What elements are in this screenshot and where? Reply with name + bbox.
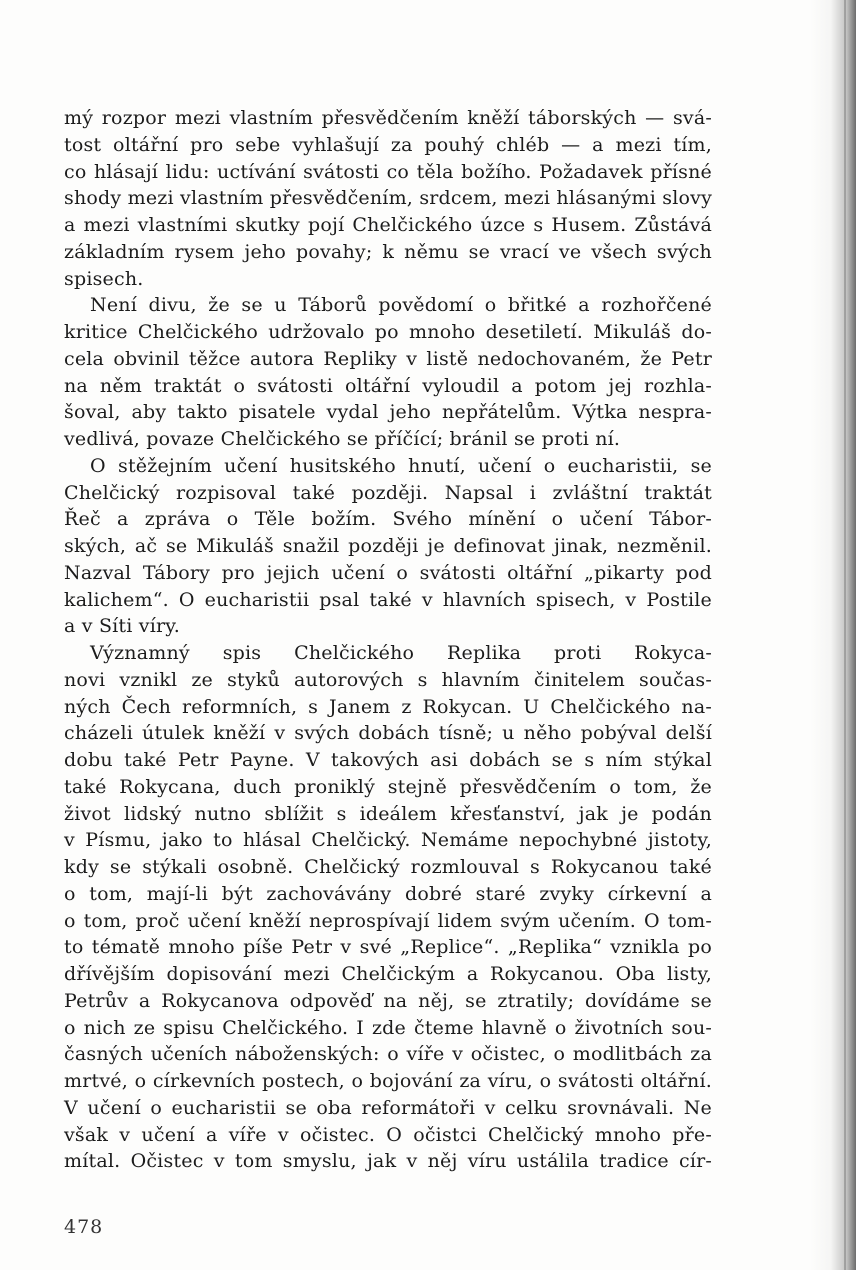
text-line: kdy se stýkali osobně. Chelčický rozmlouval s Rokycanou také <box>64 856 712 878</box>
text-line: základním rysem jeho povahy; k němu se vrací ve všech svých <box>64 240 712 263</box>
text-line: kritice Chelčického udržovalo po mnoho desetiletí. Mikuláš do- <box>64 321 712 343</box>
text-line: na něm traktát o svátosti oltářní vyloudil a potom jej rozhla- <box>64 374 712 397</box>
text-line: cela obvinil těžce autora Repliky v listě nedochovaném, že Petr <box>64 347 712 370</box>
text-line: život lidský nutno sblížit s ideálem křesťanství, jak je podán <box>64 802 712 825</box>
text-line: o tom, mají-li být zachovávány dobré staré zvyky církevní a <box>64 882 712 905</box>
text-line: spisech. <box>64 267 144 290</box>
text-line: Nazval Tábory pro jejich učení o svátosti oltářní „pikarty pod <box>64 561 712 584</box>
text-line: ných Čech reformních, s Janem z Rokycan. U Chelčického na- <box>64 695 712 718</box>
text-line: Petrův a Rokycanova odpověď na něj, se ztratily; dovídáme se <box>64 989 712 1012</box>
text-line: tost oltářní pro sebe vyhlašují za pouhý chléb — a mezi tím, <box>64 133 712 156</box>
text-line: šoval, aby takto pisatele vydal jeho nepřátelům. Výtka nespra- <box>64 401 712 424</box>
text-line: co hlásají lidu: uctívání svátosti co těla božího. Požadavek přísné <box>64 160 712 183</box>
text-line: mrtvé, o církevních postech, o bojování za víru, o svátosti oltářní. <box>64 1070 712 1092</box>
body-text <box>64 105 712 1175</box>
text-line: dřívějším dopisování mezi Chelčickým a Rokycanou. Oba listy, <box>64 963 712 985</box>
text-line: časných učeních náboženských: o víře v očistec, o modlitbách za <box>64 1043 712 1066</box>
text-line: V učení o eucharistii se oba reformátoři v celku srovnávali. Ne <box>64 1096 712 1119</box>
text-line: o tom, proč učení kněží neprospívají lidem svým učením. O tom- <box>64 909 712 932</box>
text-line: Není divu, že se u Táborů povědomí o břitké a rozhořčené <box>90 294 712 317</box>
text-line: Chelčický rozpisoval také později. Napsal i zvláštní traktát <box>64 481 712 504</box>
text-line: v Písmu, jako to hlásal Chelčický. Nemáme nepochybné jistoty, <box>64 829 712 852</box>
text-line: vedlivá, povaze Chelčického se příčící; bránil se proti ní. <box>64 428 621 450</box>
text-line: také Rokycana, duch proniklý stejně přesvědčením o tom, že <box>64 775 712 798</box>
text-line: a mezi vlastními skutky pojí Chelčického úzce s Husem. Zůstává <box>64 214 712 236</box>
text-line: O stěžejním učení husitského hnutí, učení o eucharistii, se <box>90 454 712 477</box>
text-line: mý rozpor mezi vlastním přesvědčením kněží táborských — svá- <box>64 107 712 129</box>
text-line: kalichem“. O eucharistii psal také v hlavních spisech, v Postile <box>64 588 712 611</box>
page-spine-shadow <box>810 0 856 1270</box>
text-line: však v učení a víře v očistec. O očistci Chelčický mnoho pře- <box>64 1123 712 1146</box>
text-line: to tématě mnoho píše Petr v své „Replice“. „Replika“ vznikla po <box>64 936 712 959</box>
text-line: dobu také Petr Payne. V takových asi dobách se s ním stýkal <box>64 749 712 771</box>
page-spine-line <box>844 0 846 1270</box>
text-line: shody mezi vlastním přesvědčením, srdcem, mezi hlásanými slovy <box>64 187 712 210</box>
text-line: ských, ač se Mikuláš snažil později je definovat jinak, nezměnil. <box>64 535 712 557</box>
text-line: Řeč a zpráva o Těle božím. Svého mínění o učení Tábor- <box>64 508 712 531</box>
text-line: novi vznikl ze styků autorových s hlavním činitelem součas- <box>64 668 712 691</box>
text-line: a v Síti víry. <box>64 615 180 638</box>
text-line: o nich ze spisu Chelčického. I zde čteme hlavně o životních sou- <box>64 1016 712 1039</box>
page-number: 478 <box>64 1216 104 1238</box>
text-line: Významný spis Chelčického Replika proti Rokyca- <box>90 642 712 664</box>
text-line: cházeli útulek kněží v svých dobách tísně; u něho pobýval delší <box>64 722 712 745</box>
text-line: mítal. Očistec v tom smyslu, jak v něj víru ustálila tradice cír- <box>64 1150 712 1173</box>
